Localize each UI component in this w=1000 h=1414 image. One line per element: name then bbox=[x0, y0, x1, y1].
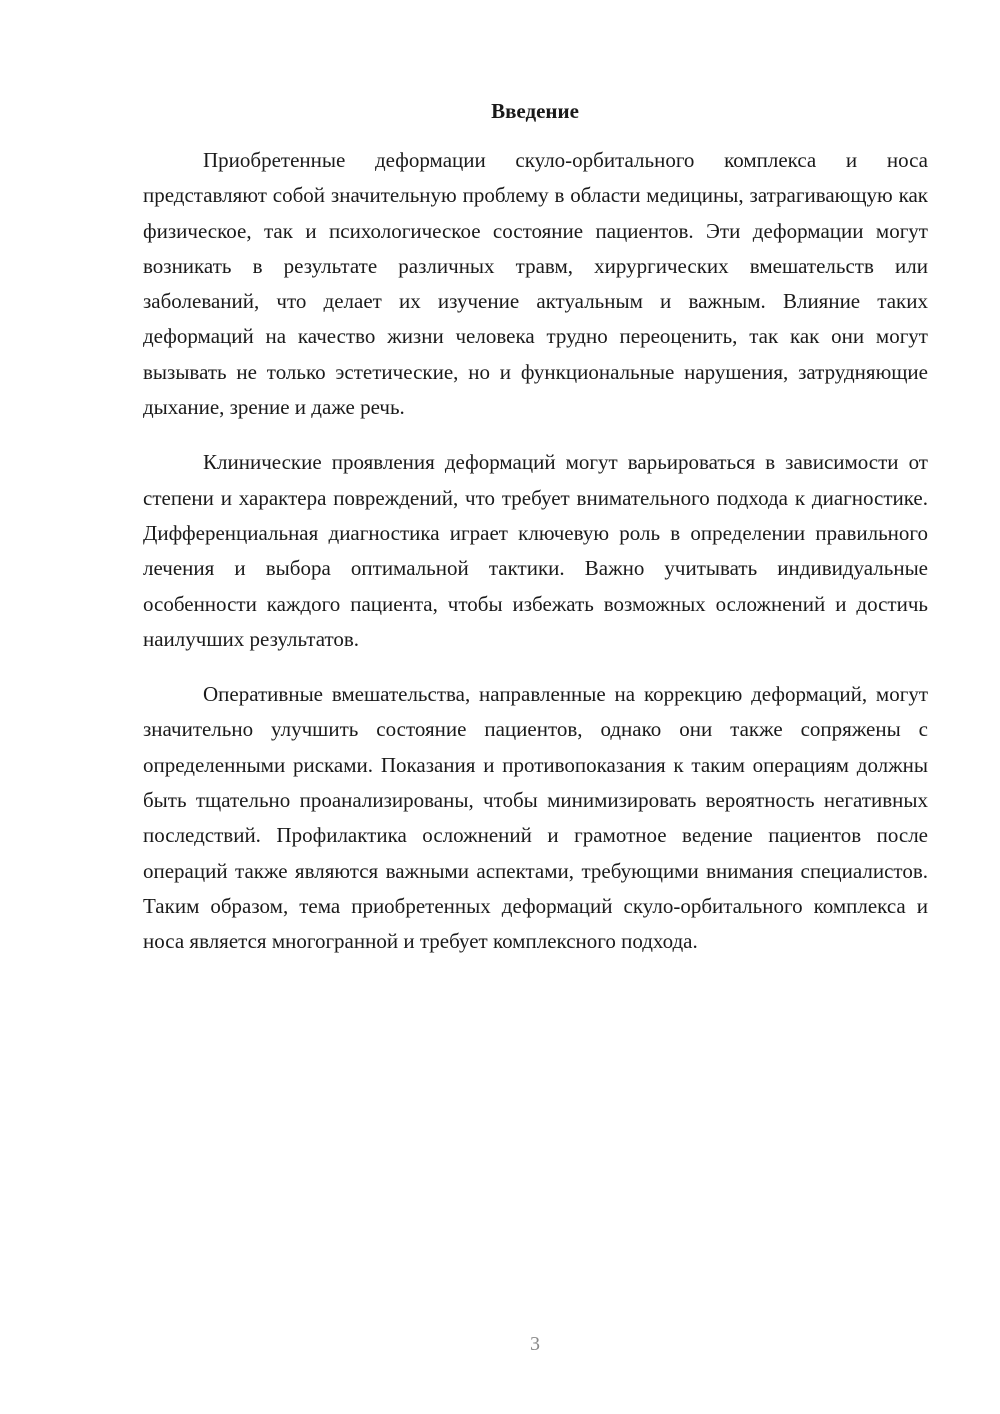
paragraph-2: Клинические проявления деформаций могут варьироваться в зависимости от степени и характера повреждений, что требует внимательного подхода к диагностике. Дифференциальная диагностика играет ключевую роль в определении правильного лечения и выбора оптимальной тактики. Важно учитывать индивидуальные особенности каждого пациента, чтобы избежать возможных осложнений и достичь наилучших результатов. bbox=[143, 450, 928, 651]
body-text bbox=[143, 143, 928, 980]
paragraph-1: Приобретенные деформации скуло-орбитального комплекса и носа представляют собой значительную проблему в области медицины, затрагивающую как физическое, так и психологическое состояние пациентов. Эти деформации могут возникать в результате различных травм, хирургических вмешательств или заболеваний, что делает их изучение актуальным и важным. Влияние таких деформаций на качество жизни человека трудно переоценить, так как они могут вызывать не только эстетические, но и функциональные нарушения, затрудняющие дыхание, зрение и даже речь. bbox=[143, 148, 928, 420]
page-number: 3 bbox=[530, 1333, 540, 1355]
paragraph-3: Оперативные вмешательства, направленные на коррекцию деформаций, могут значительно улучшить состояние пациентов, однако они также сопряжены с определенными рисками. Показания и противопоказания к таким операциям должны быть тщательно проанализированы, чтобы минимизировать вероятность негативных последствий. Профилактика осложнений и грамотное ведение пациентов после операций также являются важными аспектами, требующими внимания специалистов. Таким образом, тема приобретенных деформаций скуло-орбитального комплекса и носа является многогранной и требует комплексного подхода. bbox=[143, 682, 928, 954]
page-title: Введение bbox=[491, 99, 579, 123]
